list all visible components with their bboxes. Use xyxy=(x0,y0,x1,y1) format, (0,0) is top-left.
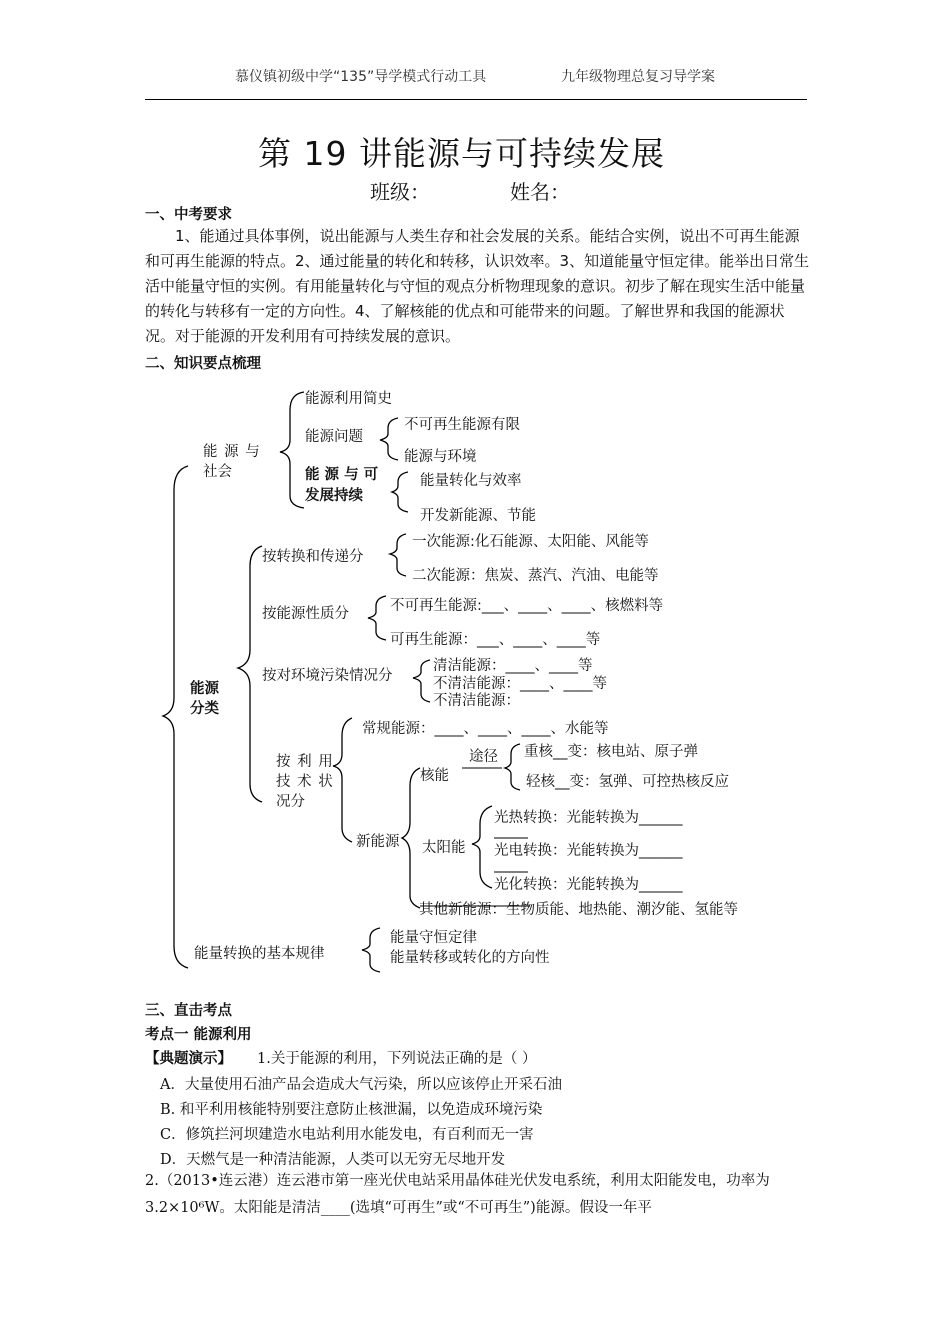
node-by-nature: 按能源性质分 xyxy=(262,606,349,622)
node-problem: 能源问题 xyxy=(305,429,363,445)
node-solar: 太阳能 xyxy=(422,840,466,856)
by-use-label-3: 况分 xyxy=(276,794,305,810)
classification-label-2: 分类 xyxy=(190,701,219,717)
node-sustainable-1: 能 源 与 可 xyxy=(305,467,379,483)
node-history: 能源利用简史 xyxy=(305,391,392,407)
point1-heading: 考点一 能源利用 xyxy=(145,1027,252,1043)
main-brace xyxy=(163,466,188,968)
node-way: 途径 xyxy=(469,749,498,765)
solar-brace xyxy=(472,806,492,888)
transfer-brace xyxy=(390,534,406,576)
new-energy-brace xyxy=(402,768,420,908)
laws-brace xyxy=(362,928,380,972)
section1-heading: 一、中考要求 xyxy=(145,207,232,223)
node-environment: 能源与环境 xyxy=(404,449,477,465)
option-c: C．修筑拦河坝建造水电站利用水能发电，有百利而无一害 xyxy=(160,1127,534,1143)
node-photoelectric: 光电转换：光能转换为______ xyxy=(494,843,683,859)
node-photothermal: 光热转换：光能转换为______ xyxy=(494,810,683,826)
node-laws: 能量转换的基本规律 xyxy=(194,946,325,962)
demo-label: 【典题演示】 xyxy=(145,1051,232,1067)
node-fusion: 轻核__变：氢弹、可控热核反应 xyxy=(526,774,729,790)
class-label: 班级： xyxy=(370,180,430,204)
option-d: D．天燃气是一种清洁能源，人类可以无穷无尽地开发 xyxy=(160,1152,506,1168)
node-other-new: 其他新能源：生物质能、地热能、潮汐能、氢能等 xyxy=(419,902,738,918)
name-label: 姓名： xyxy=(510,180,570,204)
node-direction: 能量转移或转化的方向性 xyxy=(390,950,550,966)
node-nonrenewable-limited: 不可再生能源有限 xyxy=(404,417,520,433)
node-secondary: 二次能源：焦炭、蒸汽、汽油、电能等 xyxy=(412,568,659,584)
node-by-pollution: 按对环境污染情况分 xyxy=(262,668,393,684)
node-efficiency: 能量转化与效率 xyxy=(420,473,522,489)
option-b: B. 和平利用核能特别要注意防止核泄漏，以免造成环境污染 xyxy=(160,1102,543,1118)
section3-heading: 三、直击考点 xyxy=(145,1003,232,1019)
pollution-brace xyxy=(413,660,430,702)
sustainable-brace xyxy=(392,472,408,512)
node-nuclear: 核能 xyxy=(420,768,449,784)
header-course: 九年级物理总复习导学案 xyxy=(561,69,715,85)
node-by-transfer: 按转换和传递分 xyxy=(262,549,364,565)
node-photochemical: 光化转换：光能转换为______ xyxy=(494,877,683,893)
node-primary: 一次能源:化石能源、太阳能、风能等 xyxy=(412,534,649,550)
node-fission: 重核__变：核电站、原子弹 xyxy=(524,744,698,760)
node-sustainable-2: 发展持续 xyxy=(305,488,363,504)
question-2: 2.（2013•连云港）连云港市第一座光伏电站采用晶体硅光伏发电系统，利用太阳能发电，功率为3.2×10⁶W。太阳能是清洁____(选填“可再生”或“不可再生”)能源。假设一年平 xyxy=(145,1173,770,1216)
header-school: 慕仪镇初级中学“135”导学模式行动工具 xyxy=(235,69,487,85)
section2-heading: 二、知识要点梳理 xyxy=(145,356,261,372)
by-use-label-1: 按 利 用 xyxy=(276,754,334,770)
question-1: 1.关于能源的利用，下列说法正确的是（ ） xyxy=(257,1051,537,1067)
classification-brace xyxy=(238,546,262,802)
problem-brace xyxy=(380,418,398,460)
node-renewable: 可再生能源：___、____、____等 xyxy=(390,632,601,648)
node-new-sources: 新能源 xyxy=(356,834,400,850)
node-new-energy-dev: 开发新能源、节能 xyxy=(420,508,536,524)
section1-text: 1、能通过具体事例，说出能源与人类生存和社会发展的关系。能结合实例，说出不可再生能源和可再生能源的特点。2、通过能量的转化和转移，认识效率。3、知道能量守恒定律。能举出日常生活中能量守恒的实例。有用能量转化与守恒的观点分析物理现象的意识。初步了解在现实生活中能量的转化与转移有一定的方向性。4、了解核能的优点和可能带来的问题。了解世界和我国的能源状况。对于能源的开发利用有可持续发展的意识。 xyxy=(145,227,810,345)
use-brace xyxy=(333,718,352,842)
node-clean: 清洁能源：____、____等 xyxy=(433,658,593,674)
society-label-2: 社会 xyxy=(203,464,232,480)
option-a: A．大量使用石油产品会造成大气污染，所以应该停止开采石油 xyxy=(160,1077,562,1093)
classification-label-1: 能源 xyxy=(190,681,219,697)
by-use-label-2: 技 术 状 xyxy=(276,774,334,790)
society-brace xyxy=(280,392,304,508)
page-title: 第 19 讲能源与可持续发展 xyxy=(258,134,665,173)
society-label-1: 能 源 与 xyxy=(203,444,261,460)
node-unclean: 不清洁能源：____、____等 xyxy=(433,676,607,692)
nature-brace xyxy=(368,596,386,640)
nuclear-brace xyxy=(505,744,520,790)
node-nonrenewable: 不可再生能源:___、____、____、核燃料等 xyxy=(390,598,664,614)
node-conservation: 能量守恒定律 xyxy=(390,930,477,946)
node-conventional: 常规能源：____、____、____、水能等 xyxy=(362,721,609,737)
node-unclean-dup: 不清洁能源： xyxy=(433,693,520,709)
